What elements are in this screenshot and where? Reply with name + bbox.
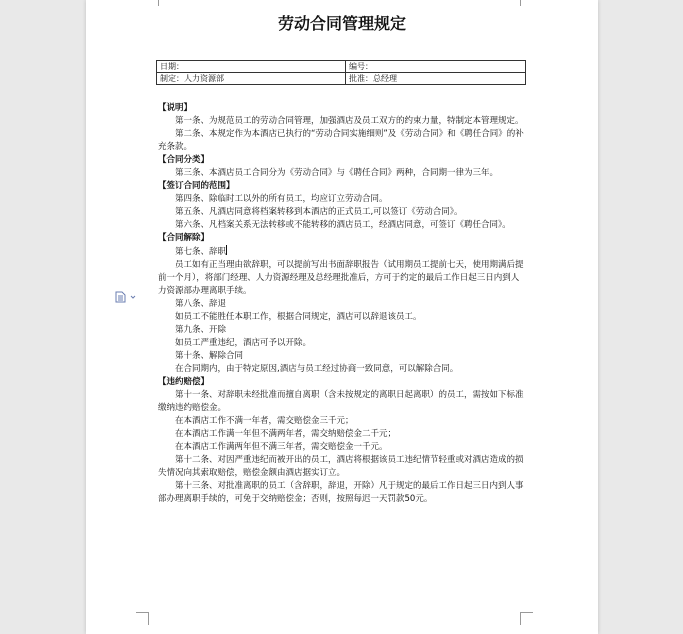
paragraph-menu-button[interactable] [114,291,136,303]
paragraph: 第十一条、对辞职未经批准而擅自离职（含未按规定的离职日起离职）的员工，需按如下标准缴纳违约赔偿金。 [158,390,524,413]
paragraph: 在本酒店工作不满一年者，需交赔偿金三千元； [175,416,354,426]
crop-mark-top-right [520,0,533,6]
crop-mark-bottom-right [520,612,533,625]
paragraph: 第六条、凡档案关系无法转移或不能转移的酒店员工，经酒店同意，可签订《聘任合同》。 [175,220,511,230]
document-title[interactable]: 劳动合同管理规定 [277,14,406,33]
paragraph: 第四条、除临时工以外的所有员工，均应订立劳动合同。 [175,194,388,204]
date-cell[interactable]: 日期： [157,61,346,73]
paragraph: 第一条、为规范员工的劳动合同管理，加强酒店及员工双方的约束力量，特制定本管理规定。 [175,116,524,126]
crop-mark-top-left [146,0,159,6]
paragraph: 第八条、辞退 [175,299,227,309]
section-heading: 【说明】 [158,103,193,113]
paragraph: 在本酒店工作满一年但不满两年者，需交纳赔偿金二千元； [175,429,397,439]
paragraph: 第十条、解除合同 [175,351,244,361]
section-heading: 【签订合同的范围】 [158,181,235,191]
text-cursor [226,245,227,255]
paragraph: 第二条、本规定作为本酒店已执行的“劳动合同实施细则”及《劳动合同》和《聘任合同》的补充条款。 [158,129,524,152]
paragraph: 第三条、本酒店员工合同分为《劳动合同》与《聘任合同》两种，合同期一律为三年。 [175,168,499,178]
paragraph: 在合同期内，由于特定原因,酒店与员工经过协商一致同意，可以解除合同。 [175,364,459,374]
crop-mark-bottom-left [136,612,149,625]
document-body[interactable] [158,102,526,506]
author-cell[interactable]: 制定：人力资源部 [157,73,346,85]
number-cell[interactable]: 编号： [346,61,526,73]
approver-cell[interactable]: 批准：总经理 [346,73,526,85]
document-page [86,0,598,634]
paragraph: 如员工不能胜任本职工作，根据合同规定，酒店可以辞退该员工。 [175,312,422,322]
section-heading: 【合同解除】 [158,233,210,243]
paragraph: 第十二条、对因严重违纪而被开出的员工，酒店将根据该员工违纪情节轻重或对酒店造成的损失情况向其索取赔偿，赔偿金额由酒店据实订立。 [158,455,524,478]
paragraph: 第十三条、对批准离职的员工（含辞职，辞退，开除）凡于规定的最后工作日起三日内到人事部办理离职手续的，可免于交纳赔偿金；否则，按照每迟一天罚款50元。 [158,481,524,504]
paragraph: 第五条、凡酒店同意将档案转移到本酒店的正式员工,可以签订《劳动合同》。 [175,207,463,217]
paragraph: 员工如有正当理由欲辞职，可以提前写出书面辞职报告（试用期员工提前七天，使用期满后提前一个月），将部门经理、人力资源经理及总经理批准后，方可于约定的最后工作日起三日内到人力资源部办理离职手续。 [158,260,524,296]
section-heading: 【合同分类】 [158,155,210,165]
document-icon [114,291,136,303]
section-heading: 【违约赔偿】 [158,377,210,387]
paragraph: 第九条、开除 [175,325,227,335]
paragraph: 在本酒店工作满两年但不满三年者，需交赔偿金一千元。 [175,442,388,452]
paragraph-text: 第七条、辞职 [175,247,227,257]
paragraph: 如员工严重违纪，酒店可予以开除。 [175,338,312,348]
paragraph-with-cursor [158,245,526,259]
header-table [156,60,526,85]
